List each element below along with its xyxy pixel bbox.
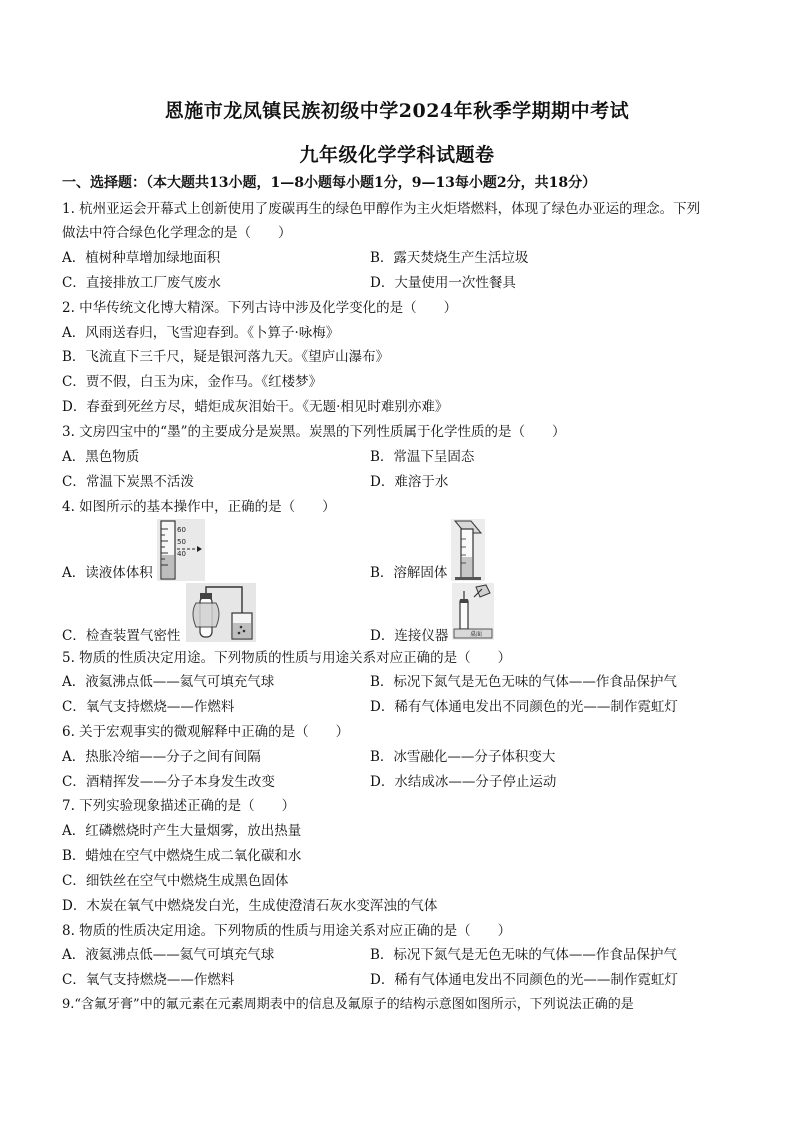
q3-option-a: A．黑色物质 — [62, 449, 140, 465]
q2-option-b: B．飞流直下三千尺，疑是银河落九天。《望庐山瀑布》 — [62, 349, 390, 365]
exam-title: 恩施市龙凤镇民族初级中学2024年秋季学期期中考试 — [164, 100, 630, 122]
q6-option-b: B．冰雪融化——分子体积变大 — [370, 749, 556, 765]
q5-option-a: A．液氦沸点低——氦气可填充气球 — [62, 674, 275, 690]
q6-option-d: D．水结成冰——分子停止运动 — [370, 774, 557, 790]
q1-option-b: B．露天焚烧生产生活垃圾 — [370, 250, 529, 266]
q6-option-c: C．酒精挥发——分子本身发生改变 — [62, 774, 275, 790]
q8-option-b: B．标况下氮气是无色无味的气体——作食品保护气 — [370, 947, 677, 963]
q4-option-c: C．检查装置气密性 — [62, 628, 181, 644]
connecting-apparatus-figure — [452, 583, 494, 640]
airtightness-check-figure — [186, 583, 256, 642]
tick-label-50: 50 — [177, 538, 186, 546]
q3-option-c: C．常温下炭黑不活泼 — [62, 474, 194, 490]
q4-stem: 4. 如图所示的基本操作中，正确的是（ ） — [62, 499, 336, 515]
q8-option-c: C．氧气支持燃烧——作燃料 — [62, 972, 235, 988]
q4-option-a: A．读液体体积 — [62, 565, 153, 581]
q6-stem: 6. 关于宏观事实的微观解释中正确的是（ ） — [62, 724, 350, 740]
q3-stem: 3. 文房四宝中的“墨”的主要成分是炭黑。炭黑的下列性质属于化学性质的是（ ） — [62, 424, 566, 440]
q3-option-d: D．难溶于水 — [370, 474, 449, 490]
q2-option-c: C．贾不假，白玉为床，金作马。《红楼梦》 — [62, 374, 323, 390]
q1-option-d: D．大量使用一次性餐具 — [370, 275, 516, 291]
q1-stem-line2: 做法中符合绿色化学理念的是（ ） — [62, 225, 292, 241]
q2-option-a: A．风雨送春归，飞雪迎春到。《卜算子·咏梅》 — [62, 325, 340, 341]
q2-stem: 2. 中华传统文化博大精深。下列古诗中涉及化学变化的是（ ） — [62, 300, 458, 316]
q1-option-a: A．植树种草增加绿地面积 — [62, 250, 221, 266]
exam-subtitle: 九年级化学学科试题卷 — [299, 144, 495, 166]
q8-option-a: A．液氦沸点低——氦气可填充气球 — [62, 947, 275, 963]
q1-stem-line1: 1. 杭州亚运会开幕式上创新使用了废碳再生的绿色甲醇作为主火炬塔燃料，体现了绿色办亚运的理念。下列 — [62, 201, 701, 217]
q7-option-b: B．蜡烛在空气中燃烧生成二氧化碳和水 — [62, 848, 302, 864]
q5-stem: 5. 物质的性质决定用途。下列物质的性质与用途关系对应正确的是（ ） — [62, 650, 512, 666]
desk-label: 桌面 — [470, 631, 483, 638]
tick-label-40: 40 — [177, 550, 186, 558]
q4-option-b: B．溶解固体 — [370, 565, 448, 581]
q2-option-d: D．春蚕到死丝方尽，蜡炬成灰泪始干。《无题·相见时难别亦难》 — [62, 399, 449, 415]
q7-option-c: C．细铁丝在空气中燃烧生成黑色固体 — [62, 873, 289, 889]
q1-option-c: C．直接排放工厂废气废水 — [62, 275, 221, 291]
q8-option-d: D．稀有气体通电发出不同颜色的光——制作霓虹灯 — [370, 972, 678, 988]
tick-label-60: 60 — [177, 526, 186, 534]
q5-option-c: C．氧气支持燃烧——作燃料 — [62, 699, 235, 715]
q9-stem: 9.“含氟牙膏”中的氟元素在元素周期表中的信息及氟原子的结构示意图如图所示，下列说法正确的是 — [62, 997, 634, 1012]
graduated-cylinder-reading-figure — [157, 519, 205, 581]
q7-stem: 7. 下列实验现象描述正确的是（ ） — [62, 798, 296, 814]
q6-option-a: A．热胀冷缩——分子之间有间隔 — [62, 749, 261, 765]
section-heading: 一、选择题：（本大题共13小题，1—8小题每小题1分，9—13每小题2分，共18分） — [62, 175, 597, 191]
q5-option-b: B．标况下氮气是无色无味的气体——作食品保护气 — [370, 674, 677, 690]
q5-option-d: D．稀有气体通电发出不同颜色的光——制作霓虹灯 — [370, 699, 678, 715]
q7-option-a: A．红磷燃烧时产生大量烟雾，放出热量 — [62, 823, 302, 839]
q4-option-d: D．连接仪器 — [370, 628, 449, 644]
dissolving-solid-in-cylinder-figure — [451, 519, 485, 581]
q3-option-b: B．常温下呈固态 — [370, 449, 475, 465]
q7-option-d: D．木炭在氧气中燃烧发白光，生成使澄清石灰水变浑浊的气体 — [62, 898, 438, 914]
q8-stem: 8. 物质的性质决定用途。下列物质的性质与用途关系对应正确的是（ ） — [62, 923, 512, 939]
